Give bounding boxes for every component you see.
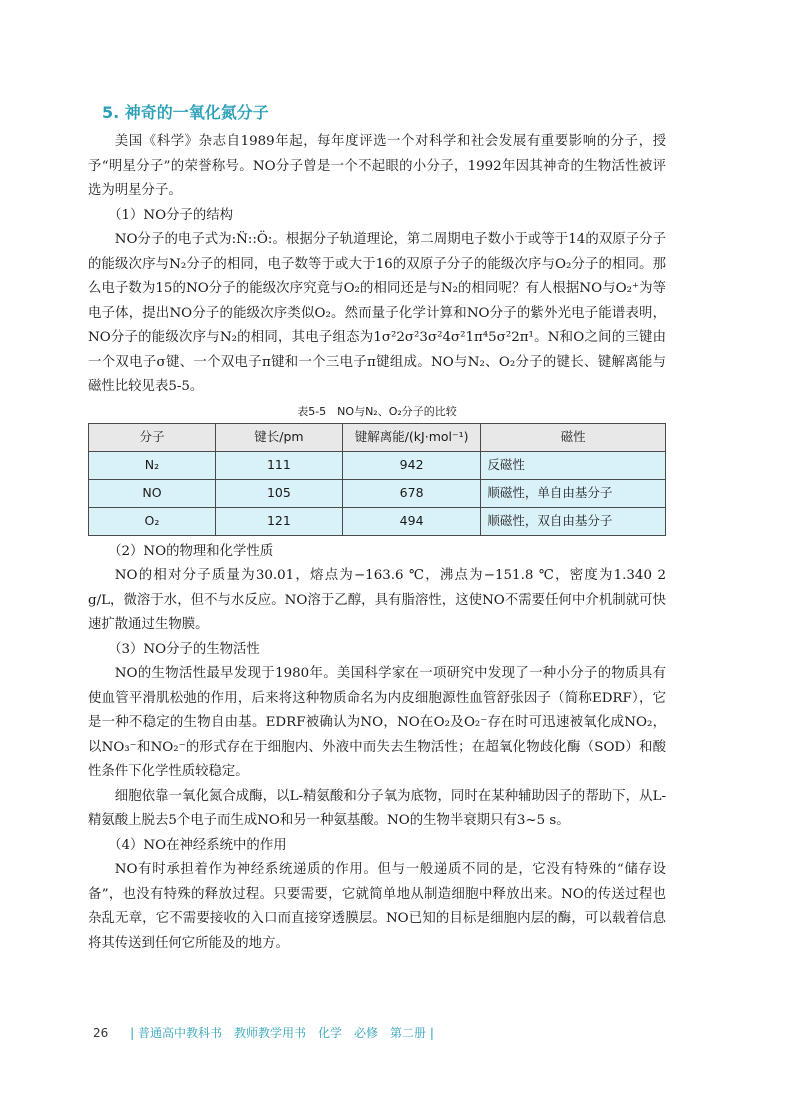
page-number: 26 — [93, 1026, 109, 1040]
col-molecule: 分子 — [89, 423, 216, 451]
sub1-title: （1）NO分子的结构 — [108, 207, 234, 223]
table-row — [89, 479, 666, 507]
table-row — [89, 507, 666, 535]
cell-molecule: O₂ — [89, 507, 216, 535]
sub4-paragraph: NO有时承担着作为神经系统递质的作用。但与一般递质不同的是，它没有特殊的“储存设备”，也没有特殊的释放过程。只要需要，它就简单地从制造细胞中释放出来。NO的传送过程也杂乱无章，它不需要接收的入口而直接穿透膜层。NO已知的目标是细胞内层的酶，可以载着信息将其传送到任何它所能及的地方。 — [88, 862, 666, 951]
cell-bond-length: 121 — [215, 507, 342, 535]
cell-bond-length: 105 — [215, 479, 342, 507]
col-dissociation-energy: 键解离能/(kJ·mol⁻¹) — [342, 423, 480, 451]
table-header-row — [89, 423, 666, 451]
cell-dissociation-energy: 494 — [342, 507, 480, 535]
cell-bond-length: 111 — [215, 451, 342, 479]
sub3-title: （3）NO分子的生物活性 — [108, 641, 260, 657]
cell-molecule: N₂ — [89, 451, 216, 479]
sub4-title: （4）NO在神经系统中的作用 — [108, 837, 287, 853]
cell-molecule: NO — [89, 479, 216, 507]
table-row — [89, 451, 666, 479]
sub2-paragraph: NO的相对分子质量为30.01，熔点为−163.6 ℃，沸点为−151.8 ℃，密度为1.340 2 g/L，微溶于水，但不与水反应。NO溶于乙醇，具有脂溶性，这使NO不需要任何中介机制就可快速扩散通过生物膜。 — [88, 568, 666, 632]
cell-magnetism: 顺磁性，单自由基分子 — [481, 479, 666, 507]
content — [88, 102, 666, 956]
cell-magnetism: 顺磁性，双自由基分子 — [481, 507, 666, 535]
col-magnetism: 磁性 — [481, 423, 666, 451]
sub3-paragraph-2: 细胞依靠一氧化氮合成酶，以L-精氨酸和分子氧为底物，同时在某种辅助因子的帮助下，从L-精氨酸上脱去5个电子而生成NO和另一种氨基酸。NO的生物半衰期只有3~5 s。 — [88, 788, 666, 828]
footer-divider-left: | — [130, 1026, 135, 1040]
sub1-paragraph: NO分子的电子式为:N̈::Ö:。根据分子轨道理论，第二周期电子数小于或等于14的双原子分子的能级次序与N₂分子的相同，电子数等于或大于16的双原子分子的能级次序与O₂分子的相同。那么电子数为15的NO分子的能级次序究竟与O₂的相同还是与N₂的相同呢？有人根据NO与O₂⁺为等电子体，提出NO分子的能级次序类似O₂。然而量子化学计算和NO分子的紫外光电子能谱表明，NO分子的能级次序与N₂的相同，其电子组态为1σ²2σ²3σ²4σ²1π⁴5σ²2π¹。N和O之间的三键由一个双电子σ键、一个双电子π键和一个三电子π键组成。NO与N₂、O₂分子的键长、键解离能与磁性比较见表5-5。 — [88, 232, 666, 394]
cell-dissociation-energy: 678 — [342, 479, 480, 507]
table-caption: 表5-5 NO与N₂、O₂分子的比较 — [297, 404, 457, 418]
page-footer — [93, 1024, 434, 1041]
intro-paragraph: 美国《科学》杂志自1989年起，每年度评选一个对科学和社会发展有重要影响的分子，授予“明星分子”的荣誉称号。NO分子曾是一个不起眼的小分子，1992年因其神奇的生物活性被评选为明星分子。 — [88, 134, 666, 198]
footer-book-title: 普通高中教科书 教师教学用书 化学 必修 第二册 — [137, 1026, 426, 1040]
comparison-table — [88, 423, 666, 536]
sub3-paragraph-1: NO的生物活性最早发现于1980年。美国科学家在一项研究中发现了一种小分子的物质具有使血管平滑肌松弛的作用，后来将这种物质命名为内皮细胞源性血管舒张因子（简称EDRF），它是一种不稳定的生物自由基。EDRF被确认为NO，NO在O₂及O₂⁻存在时可迅速被氧化成NO₂，以NO₃⁻和NO₂⁻的形式存在于细胞内、外液中而失去生物活性；在超氧化物歧化酶（SOD）和酸性条件下化学性质较稳定。 — [88, 666, 666, 779]
sub2-title: （2）NO的物理和化学性质 — [108, 543, 274, 559]
cell-magnetism: 反磁性 — [481, 451, 666, 479]
footer-divider-right: | — [429, 1026, 434, 1040]
section-title: 5. 神奇的一氧化氮分子 — [102, 103, 269, 122]
cell-dissociation-energy: 942 — [342, 451, 480, 479]
col-bond-length: 键长/pm — [215, 423, 342, 451]
